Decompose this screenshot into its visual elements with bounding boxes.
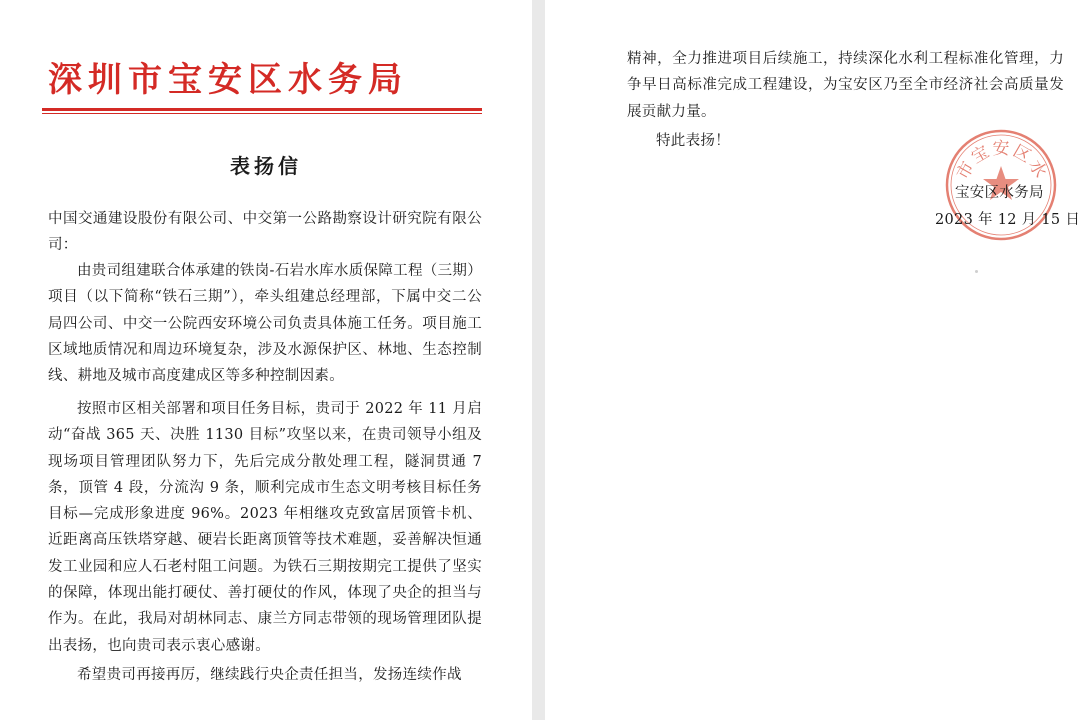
letterhead-rule [42,108,482,111]
letterhead-rule-thin [42,113,482,114]
scan-speck [975,270,978,273]
seal-text: 市宝安区水 [952,139,1052,184]
letter-title: 表扬信 [230,154,302,178]
letter-salutation: 中国交通建设股份有限公司、中交第一公路勘察设计研究院有限公司： [48,211,482,254]
letter-paragraph-3: 希望贵司再接再厉，继续践行央企责任担当，发扬连续作战 [77,667,462,683]
letter-date: 2023 年 12 月 15 日 [935,212,1080,228]
letter-paragraph-1: 由贵司组建联合体承建的铁岗-石岩水库水质保障工程（三期）项目（以下简称“铁石三期”），牵头组建总经理部，下属中交二公局四公司、中交一公院西安环境公司负责具体施工任务。项目施工区域地质情况和周边环境复杂，涉及水源保护区、林地、生态控制线、耕地及城市高度建成区等多种控制因素。 [48,263,482,385]
letterhead-issuer: 深圳市宝安区水务局 [48,60,408,100]
letter-paragraph-3-continued: 精神，全力推进项目后续施工，持续深化水利工程标准化管理，力争早日高标准完成工程建设，为宝安区乃至全市经济社会高质量发展贡献力量。 [627,51,1064,120]
letter-closing: 特此表扬！ [656,133,730,149]
letter-paragraph-2: 按照市区相关部署和项目任务目标，贵司于 2022 年 11 月启动“奋战 365 天、决胜 1130 目标”攻坚以来，在贵司领导小组及现场项目管理团队努力下，先后完成分散处理工程，隧洞贯通 7 条，顶管 4 段，分流沟 9 条，顺利完成市生态文明考核目标任务目标—完成形象进度 96%。2023 年相继攻克致富居顶管卡机、近距离高压铁塔穿越、硬岩长距离顶管等技术难题，妥善解决恒通发工业园和应人石老村阻工问题。为铁石三期按期完工提供了坚实的保障，体现出能打硬仗、善打硬仗的作风，体现了央企的担当与作为。在此，我局对胡林同志、康兰方同志带领的现场管理团队提出表扬，也向贵司表示衷心感谢。 [48,401,482,654]
letter-signer: 宝安区水务局 [955,185,1044,201]
